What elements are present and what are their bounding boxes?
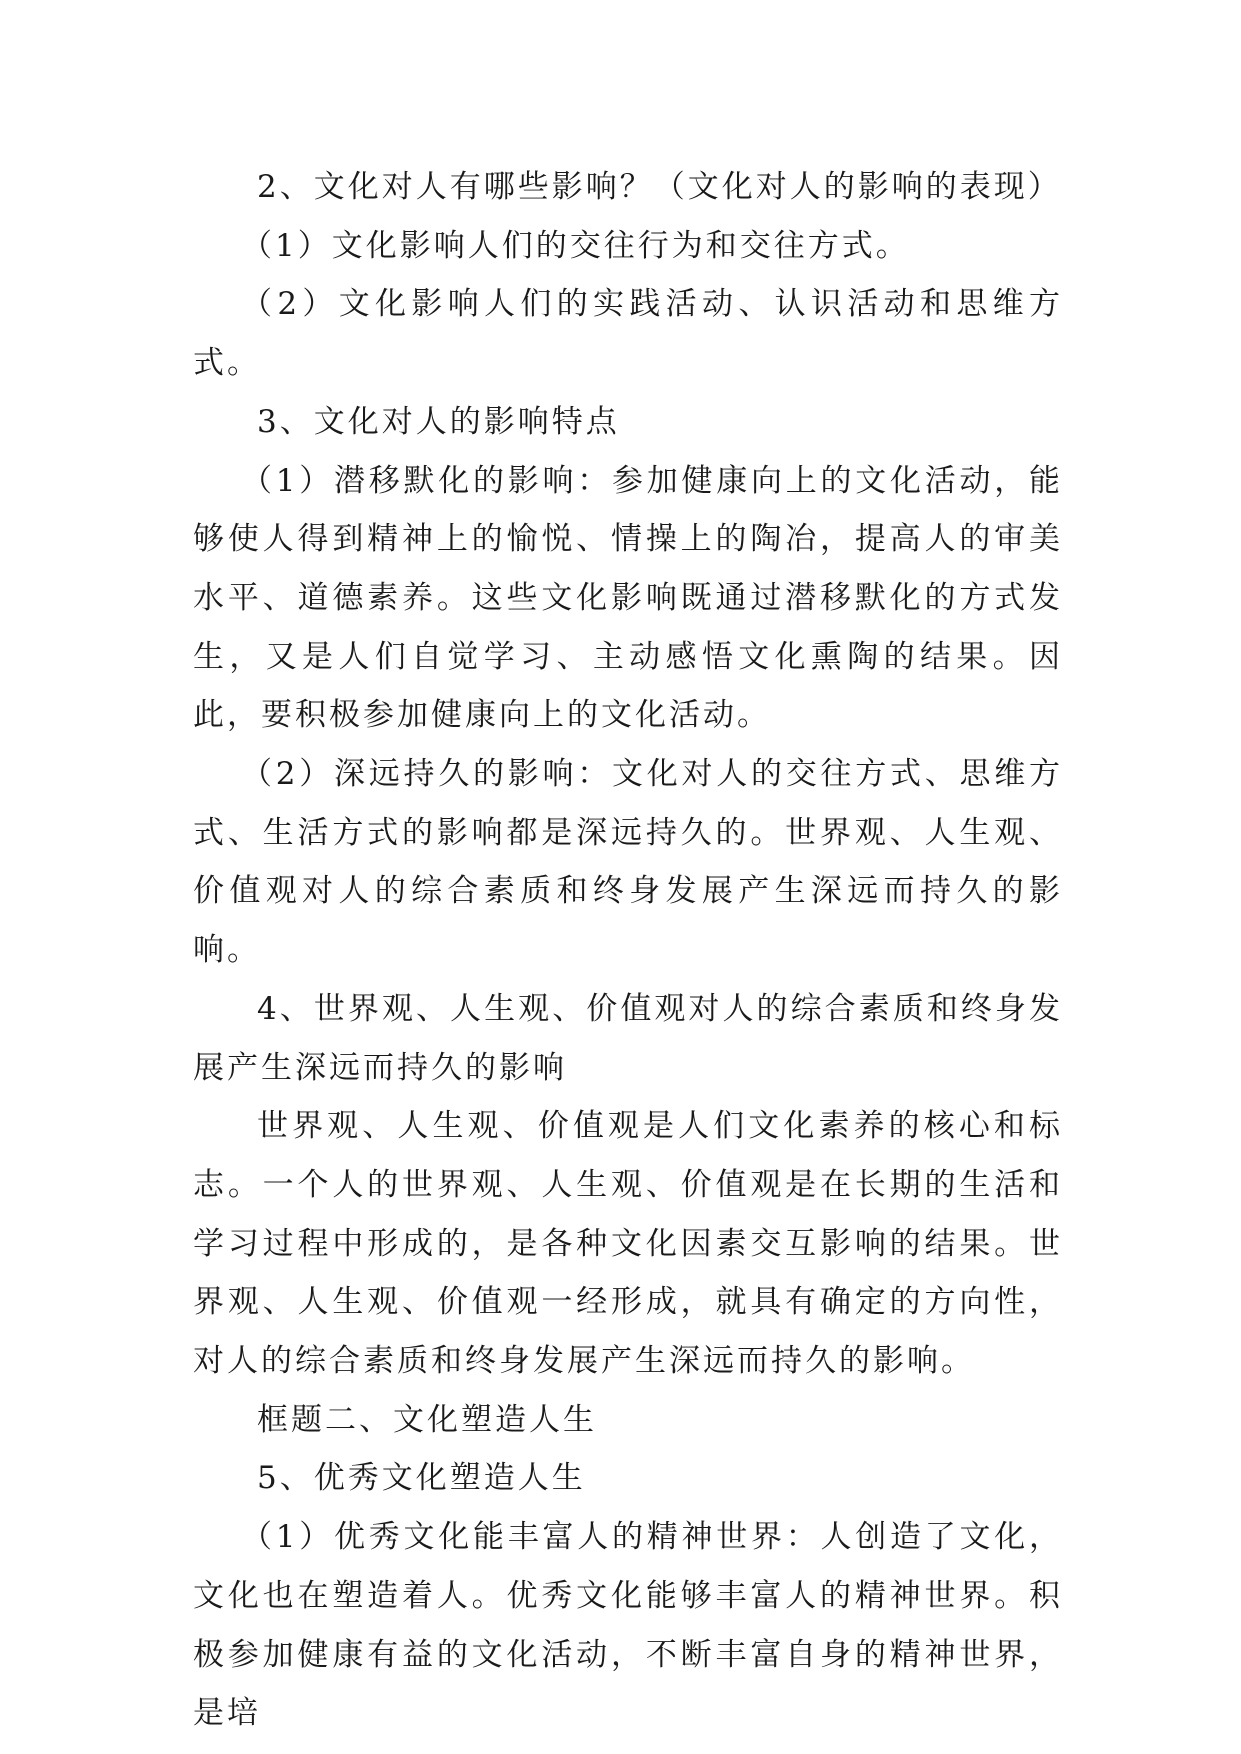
list-item-3-1: （1）潜移默化的影响：参加健康向上的文化活动，能够使人得到精神上的愉悦、情操上的陶冶，提高人的审美水平、道德素养。这些文化影响既通过潜移默化的方式发生，又是人们自觉学习、主动感悟文化熏陶的结果。因此，要积极参加健康向上的文化活动。 (193, 462, 1063, 734)
list-item-3-2: （2）深远持久的影响：文化对人的交往方式、思维方式、生活方式的影响都是深远持久的。世界观、人生观、价值观对人的综合素质和终身发展产生深远而持久的影响。 (193, 756, 1063, 969)
document-body (193, 158, 1063, 1743)
chapter-heading-2: 框题二、文化塑造人生 (257, 1401, 597, 1438)
section-heading-3: 3、文化对人的影响特点 (257, 403, 620, 440)
section-heading-5: 5、优秀文化塑造人生 (257, 1460, 586, 1497)
section-heading-4: 4、世界观、人生观、价值观对人的综合素质和终身发展产生深远而持久的影响 (193, 990, 1063, 1086)
section-heading-2: 2、文化对人有哪些影响？（文化对人的影响的表现） (257, 169, 1062, 205)
list-item-2-1: （1）文化影响人们的交往行为和交往方式。 (241, 227, 910, 264)
list-item-2-2: （2）文化影响人们的实践活动、认识活动和思维方式。 (193, 286, 1063, 382)
list-item-5-1: （1）优秀文化能丰富人的精神世界：人创造了文化，文化也在塑造着人。优秀文化能够丰富人的精神世界。积极参加健康有益的文化活动，不断丰富自身的精神世界，是培 (193, 1519, 1063, 1732)
body-paragraph-4: 世界观、人生观、价值观是人们文化素养的核心和标志。一个人的世界观、人生观、价值观是在长期的生活和学习过程中形成的，是各种文化因素交互影响的结果。世界观、人生观、价值观一经形成，就具有确定的方向性，对人的综合素质和终身发展产生深远而持久的影响。 (193, 1108, 1063, 1380)
